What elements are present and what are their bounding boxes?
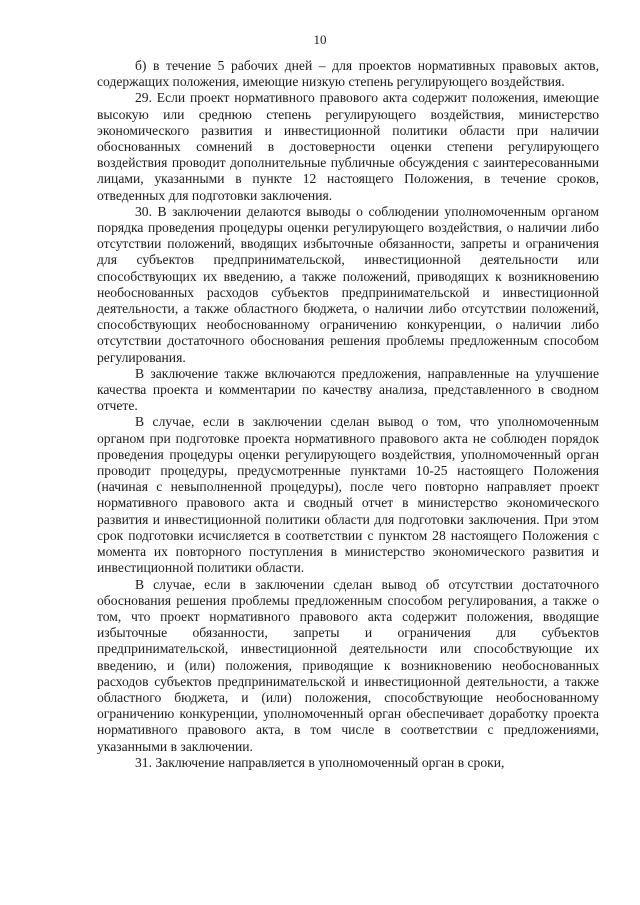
paragraph-31: 31. Заключение направляется в уполномоченный орган в сроки, bbox=[135, 754, 505, 770]
page-number: 10 bbox=[313, 32, 327, 47]
paragraph-28b: б) в течение 5 рабочих дней – для проектов нормативных правовых актов, содержащих положения, имеющие низкую степень регулирующего воздействия. bbox=[97, 58, 599, 90]
document-body bbox=[97, 58, 599, 771]
paragraph-29: 29. Если проект нормативного правового акта содержит положения, имеющие высокую или среднюю степень регулирующего воздействия, министерство экономического развития и инвестиционной политики области при наличии обоснованных сомнений в достоверности оценки степени регулирующего воздействия проводит дополнительные публичные обсуждения с заинтересованными лицами, указанными в пункте 12 настоящего Положения, в течение сроков, отведенных для подготовки заключения. bbox=[97, 90, 599, 203]
paragraph-case-insufficient-justification: В случае, если в заключении сделан вывод об отсутствии достаточного обоснования решения проблемы предложенным способом регулирования, а также о том, что проект нормативного правового акта содержит положения, вводящие избыточные обязанности, запреты и ограничения для субъектов предпринимательской, инвестиционной деятельности или способствующие их введению, и (или) положения, приводящие к возникновению необоснованных расходов субъектов предпринимательской и инвестиционной деятельности, а также областного бюджета, и (или) положения, способствующие необоснованному ограничению конкуренции, уполномоченный орган обеспечивает доработку проекта нормативного правового акта, в том числе в соответствии с предложениями, указанными в заключении. bbox=[97, 576, 599, 754]
paragraph-30: 30. В заключении делаются выводы о соблюдении уполномоченным органом порядка проведения процедуры оценки регулирующего воздействия, о наличии либо отсутствии положений, вводящих избыточные обязанности, запреты и ограничения для субъектов предпринимательской, инвестиционной деятельности или способствующих их введению, а также положений, приводящих к возникновению необоснованных расходов субъектов предпринимательской и инвестиционной деятельности, а также областного бюджета, о наличии либо отсутствии положений, способствующих необоснованному ограничению конкуренции, о наличии либо отсутствии достаточного обоснования решения проблемы предложенным способом регулирования. bbox=[97, 203, 599, 365]
paragraph-30-proposals: В заключение также включаются предложения, направленные на улучшение качества проекта и комментарии по качеству анализа, представленного в сводном отчете. bbox=[97, 365, 599, 414]
paragraph-case-procedure-violated: В случае, если в заключении сделан вывод о том, что уполномоченным органом при подготовке проекта нормативного правового акта не соблюден порядок проведения процедуры оценки регулирующего воздействия, уполномоченный орган проводит процедуры, предусмотренные пунктами 10-25 настоящего Положения (начиная с невыполненной процедуры), после чего повторно направляет проект нормативного правового акта и сводный отчет в министерство экономического развития и инвестиционной политики области для подготовки заключения. При этом срок подготовки исчисляется в соответствии с пунктом 28 настоящего Положения с момента их повторного поступления в министерство экономического развития и инвестиционной политики области. bbox=[97, 414, 599, 576]
